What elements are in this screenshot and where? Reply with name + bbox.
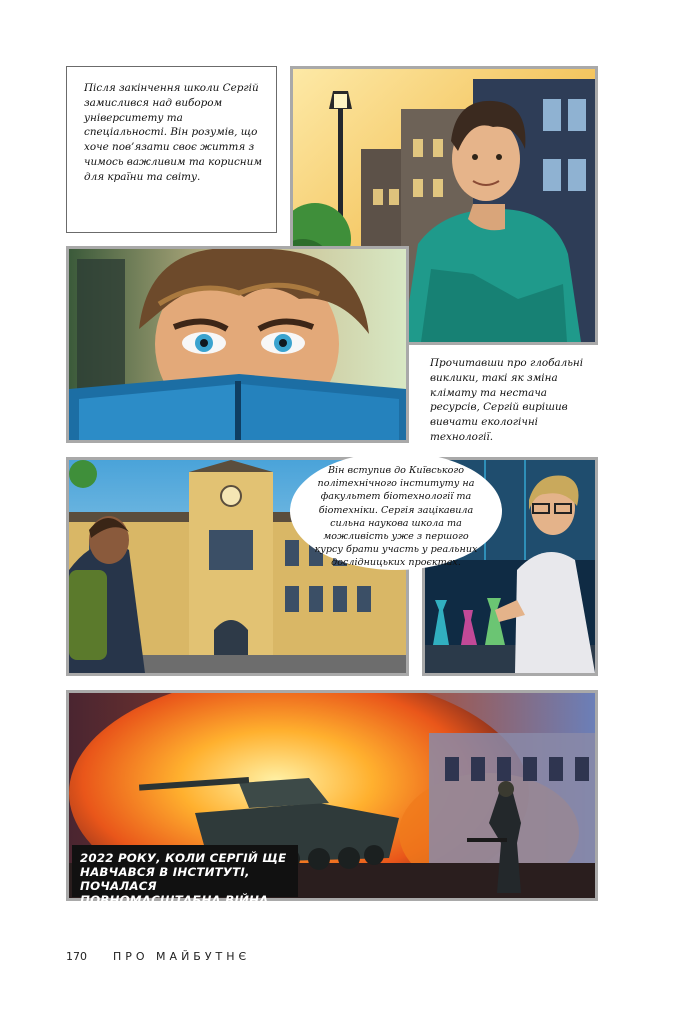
caption-box-war: [72, 845, 298, 907]
illustration-reading-boy: [69, 249, 406, 440]
caption-text-climate: Прочитавши про глобальні виклики, такі як зміна клімату та нестача ресурсів, Сергій вирішив вивчати екологічні технології.: [430, 357, 584, 443]
speech-bubble-institute: [290, 452, 502, 570]
panel-reading-book: [66, 246, 409, 443]
caption-box-climate: [424, 352, 596, 443]
caption-text-war: 2022 РОКУ, КОЛИ СЕРГІЙ ЩЕ НАВЧАВСЯ В ІНСТИТУТІ, ПОЧАЛАСЯ ПОВНОМАСШТАБНА ВІЙНА.: [80, 851, 287, 907]
caption-text-intro: Після закінчення школи Сергій замислився над вибором університету та спеціальності. Він розумів, що хоче пов’язати своє життя з чимось важливим та корисним для країни та світу.: [84, 82, 262, 183]
caption-box-intro: [66, 66, 277, 233]
speech-bubble-text: Він вступив до Київського політехнічного інституту на факультет біотехнології та біотехніки. Сергія зацікавила сильна наукова школа та можливість уже з першого курсу брати участь у реальних дослідницьких проєктах.: [314, 465, 478, 569]
section-title: ПРО МАЙБУТНЄ: [113, 950, 251, 963]
page-number: 170: [66, 950, 87, 963]
